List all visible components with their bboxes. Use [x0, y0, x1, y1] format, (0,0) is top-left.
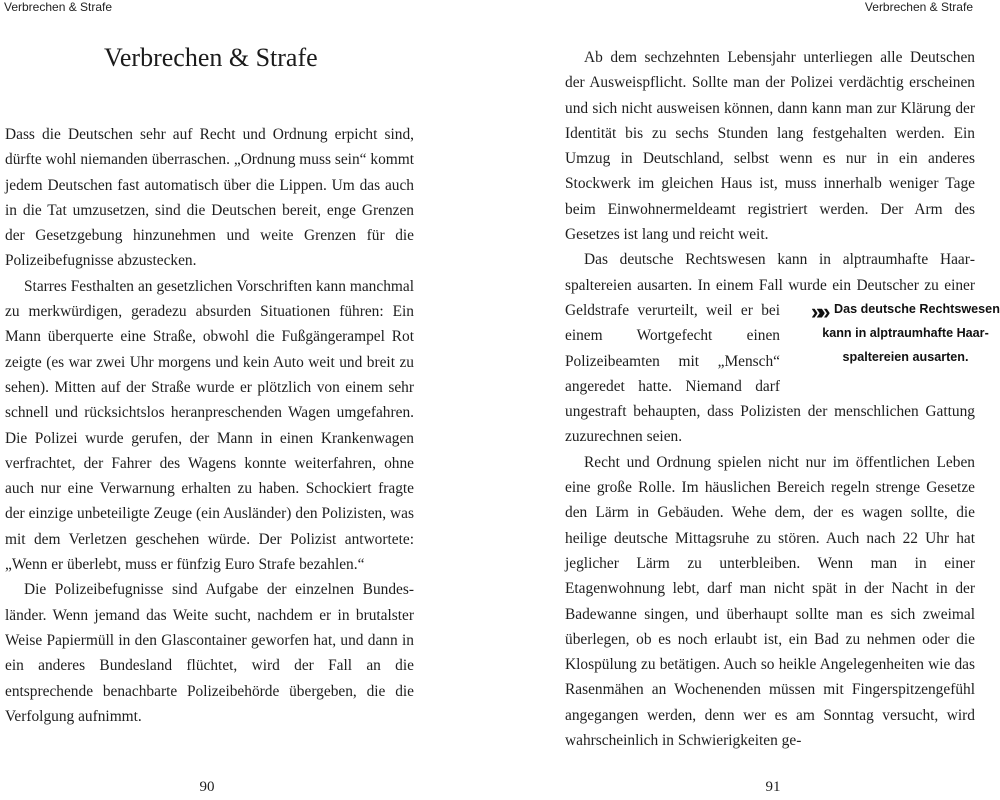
running-head-left: Verbrechen & Strafe — [4, 0, 113, 14]
page-number-right: 91 — [765, 779, 781, 795]
right-page — [565, 0, 1000, 800]
paragraph-text: Das deutsche Rechtswesen kann in alptraumhafte Haarspaltereien ausarten. In einem Fall wurde ein Deutscher zu »» Das deutsche Rechtswesen kann in alptraumhafte Haar- spaltereien ausarten. einer Geldstrafe verurteilt, weil er bei einem Wortgefecht einen Polizeibeamten mit „Mensch“ angeredet hatte. Niemand darf ungestraft behaupten, dass Polizisten der menschlichen Gattung zuzurechnen seien. — [565, 251, 1000, 446]
left-page — [5, 0, 414, 800]
paragraph: Dass die Deutschen sehr auf Recht und Ordnung erpicht sind, dürfte wohl niemanden überraschen. „Ordnung muss sein“ kommt jedem Deutschen fast automatisch über die Lippen. Um das auch in die Tat umzusetzen, sind die Deutschen bereit, enge Grenzen der Gesetzgebung hinzunehmen und weite Grenzen für die Polizeibefugnisse abzustecken. — [5, 126, 414, 270]
page-number-left: 90 — [199, 779, 215, 795]
running-head-right: Verbrechen & Strafe — [864, 0, 973, 14]
pull-quote-line: kann in alptraumhafte Haar- — [822, 325, 989, 340]
left-body-text — [5, 122, 414, 729]
pull-quote-line: Das deutsche Rechtswesen — [834, 301, 1000, 316]
right-body-text — [565, 45, 1000, 753]
paragraph: Starres Festhalten an gesetzlichen Vorschriften kann manchmal zu merkwürdigen, geradezu absurden Situationen führen: Ein Mann überquerte eine Straße, obwohl die Fußgängerampel Rot zeigte (es war zwei Uhr morgens und kein Auto weit und breit zu sehen). Mitten auf der Straße wurde er plötzlich von einem sehr schnell und rücksichtslos heranpreschenden Wagen umgefahren. Die Polizei wurde gerufen, der Mann in einen Krankenwagen verfrachtet, der Fahrer des Wagens konnte weiterfahren, ohne auch nur eine Verwarnung erhalten zu haben. Schockiert fragte der einzige unbeteiligte Zeuge (ein Ausländer) den Polizisten, was mit dem Verletzen geschehen würde. Der Polizist antwortete: „Wenn er überlebt, muss er fünfzig Euro Strafe bezahlen.“ — [5, 277, 414, 574]
pull-quote-line: spaltereien ausarten. — [842, 349, 969, 364]
paragraph: Die Polizeibefugnisse sind Aufgabe der einzelnen Bundesländer. Wenn jemand das Weite sucht, nachdem er in brutalster Weise Papiermüll in den Glascontainer geworfen hat, und dann in ein anderes Bundesland flüchtet, wird der Fall an die entsprechende benachbarte Polizeibehörde übergeben, die die Verfolgung aufnimmt. — [5, 581, 414, 725]
paragraph: Ab dem sechzehnten Lebensjahr unterliegen alle Deutschen der Ausweispflicht. Sollte man der Polizei verdächtig erscheinen und sich nicht ausweisen können, dann kann man zur Klärung der Identität bis zu sechs Stunden lang festgehalten werden. Ein Umzug in Deutschland, selbst wenn es nur in ein anderes Stockwerk im gleichen Haus ist, muss innerhalb weniger Tage beim Einwohnermeldeamt registriert werden. Der Arm des Gesetzes ist lang und reicht weit. — [565, 49, 975, 244]
paragraph: Recht und Ordnung spielen nicht nur im öffentlichen Leben eine große Rolle. Im häuslichen Bereich regeln strenge Gesetze den Lärm in Gebäuden. Wehe dem, der es wagen sollte, die heilige deutsche Mittagsruhe zu stören. Auch nach 22 Uhr hat jeglicher Lärm zu unterbleiben. Wenn man in einer Etagenwohnung lebt, darf man nicht spät in der Nacht in der Badewanne singen, und überhaupt sollte man es sich zweimal überlegen, ob es noch erlaubt ist, ein Bad zu nehmen oder die Klospülung zu betätigen. Auch so heikle Angelegenheiten wie das Rasenmähen an Wochenenden müssen mit Fingerspitzengefühl angegangen werden, denn wer es am Sonntag versucht, wird wahrscheinlich in Schwierigkeiten ge- — [565, 453, 975, 750]
pull-quote — [792, 298, 1000, 374]
double-chevron-icon: »» — [811, 298, 826, 324]
chapter-title: Verbrechen & Strafe — [104, 43, 318, 72]
paragraph-with-pull-quote — [565, 247, 1000, 449]
